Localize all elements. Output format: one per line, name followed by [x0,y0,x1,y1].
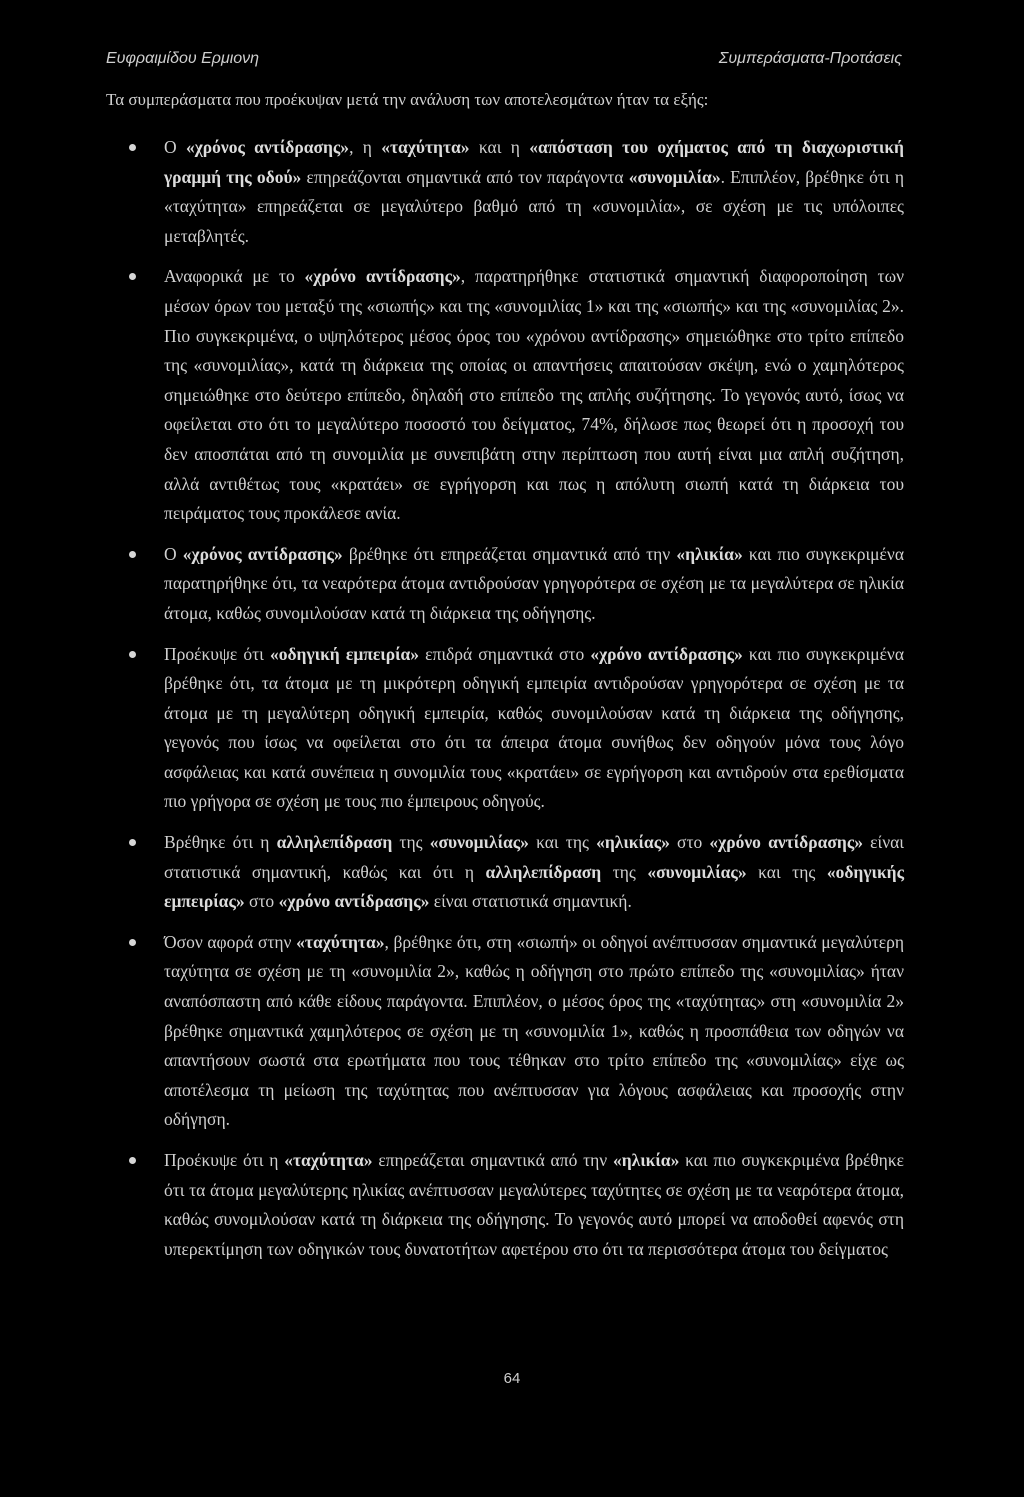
finding-text: της [392,832,430,853]
emphasis-term: «απόσταση του οχήματος από τη διαχωριστική γραμμή της οδού» [164,137,904,187]
emphasis-term: αλληλεπίδραση [485,861,602,882]
emphasis-term: «χρόνο αντίδρασης» [590,643,743,664]
finding-text: . Επιπλέον, βρέθηκε ότι η «ταχύτητα» επηρεάζεται σε μεγαλύτερο βαθμό από τη «συνομιλία», σε σχέση με τις υπόλοιπες μεταβλητές. [164,166,904,246]
finding-text: Όσον αφορά στην [164,931,297,952]
finding-text: και πιο συγκεκριμένα βρέθηκε ότι τα άτομα μεγαλύτερης ηλικίας ανέπτυσσαν μεγαλύτερες ταχύτητες σε σχέση με τα νεαρότερα άτομα, καθώς συνομιλούσαν κατά τη διάρκεια της οδήγησης. Το γεγονός αυτό μπορεί να αποδοθεί αφενός στη υπερεκτίμηση των οδηγικών τους δυνατοτήτων αφετέρου στο ότι τα περισσότερα άτομα του δείγματος [164,1150,904,1259]
finding-text: και η [469,137,530,157]
finding-text: , η [349,137,382,157]
finding-text: στο [244,891,279,912]
finding-text: στο [669,832,710,853]
bullet-icon [129,651,136,658]
finding-text: και της [528,832,597,853]
page-number: 64 [503,1370,521,1387]
finding-text: , παρατηρήθηκε στατιστικά σημαντική διαφοροποίηση των μέσων όρων του μεταξύ της «σιωπής» και της «συνομιλίας 1» και της «σιωπής» και της «συνομιλίας 2». Πιο συγκεκριμένα, ο υψηλότερος μέσος όρος του «χρόνου αντίδρασης» σημειώθηκε στο τρίτο επίπεδο της «συνομιλίας», κατά τη διάρκεια της οποίας οι απαντήσεις απαιτούσαν σκέψη, ενώ ο χαμηλότερος σημειώθηκε στο δεύτερο επίπεδο, δηλαδή στο επίπεδο της απλής συζήτησης. Το γεγονός αυτό, ίσως να οφείλεται στο ότι το μεγαλύτερο ποσοστό του δείγματος, 74%, δήλωσε πως θεωρεί ότι η προσοχή του δεν αποσπάται από τη συνομιλία με συνεπιβάτη στην περίπτωση που αυτή είναι μια απλή συζήτηση, αλλά αντιθέτως τους «κρατάει» σε εγρήγορση και πως η απόλυτη σιωπή κατά τη διάρκεια του πειράματος τους προκάλεσε ανία. [164,266,905,524]
bullet-icon [129,273,136,280]
emphasis-term: «ηλικίας» [596,832,670,853]
emphasis-term: «συνομιλία» [628,166,721,187]
finding-text: Βρέθηκε ότι η [164,832,277,853]
finding-text: Αναφορικά με το [164,266,305,287]
emphasis-term: «συνομιλίας» [647,861,747,882]
finding-item [0,133,1024,251]
finding-text: Ο [164,137,186,157]
finding-text: και πιο συγκεκριμένα παρατηρήθηκε ότι, τα νεαρότερα άτομα αντιδρούσαν γρηγορότερα σε σχέση με τα μεγαλύτερα σε ηλικία άτομα, καθώς συνομιλούσαν κατά τη διάρκεια της οδήγησης. [164,543,904,623]
finding-text: , βρέθηκε ότι, στη «σιωπή» οι οδηγοί ανέπτυσσαν σημαντικά μεγαλύτερη ταχύτητα σε σχέση με τη «συνομιλία 2», καθώς η οδήγηση στο πρώτο επίπεδο της «συνομιλίας» ήταν αναπόσπαστη από κάθε είδους παράγοντα. Επιπλέον, ο μέσος όρος της «ταχύτητας» στη «συνομιλία 2» βρέθηκε σημαντικά χαμηλότερος σε σχέση με τη «συνομιλία 1», καθώς η προσπάθεια των οδηγών να απαντήσουν σωστά στα ερωτήματα που τους τέθηκαν στο τρίτο επίπεδο της «συνομιλίας» είχε ως αποτέλεσμα τη μείωση της ταχύτητας που ανέπτυσσαν για λόγους ασφάλειας και προσοχής στην οδήγηση. [164,931,905,1130]
finding-item [0,928,1024,1135]
finding-text: επηρεάζεται σημαντικά από την [372,1150,613,1170]
emphasis-term: «ταχύτητα» [381,137,470,157]
finding-text: βρέθηκε ότι επηρεάζεται σημαντικά από την [342,543,677,564]
header-author: Ευφραιμίδου Ερμιονη [106,50,260,67]
bullet-icon [129,939,136,946]
bullet-icon [129,551,136,558]
emphasis-term: «οδηγική εμπειρία» [269,643,420,664]
header-chapter: Συμπεράσματα-Προτάσεις [718,50,902,67]
finding-item [0,640,1024,818]
bullet-icon [129,839,136,846]
emphasis-term: «ηλικία» [676,543,743,564]
finding-text: Ο [164,543,183,564]
emphasis-term: «χρόνο αντίδρασης» [278,891,430,912]
bullet-icon [129,144,136,151]
emphasis-term: «χρόνος αντίδρασης» [185,137,350,157]
finding-text: είναι στατιστικά σημαντική, καθώς και ότι η [164,832,904,882]
finding-item [0,1146,1024,1264]
finding-item [0,262,1024,528]
intro-paragraph: Τα συμπεράσματα που προέκυψαν μετά την ανάλυση των αποτελεσμάτων ήταν τα εξής: [106,90,709,109]
finding-text: επιδρά σημαντικά στο [419,643,591,664]
running-header [106,50,902,74]
finding-text: και της [746,861,827,882]
emphasis-term: «συνομιλίας» [429,832,529,853]
emphasis-term: «ταχύτητα» [284,1150,373,1170]
finding-item [0,540,1024,629]
finding-text: Προέκυψε ότι [164,643,270,664]
finding-text: είναι στατιστικά σημαντική. [429,891,632,912]
findings-list [0,133,1024,1275]
finding-text: επηρεάζονται σημαντικά από τον παράγοντα [301,166,629,187]
finding-text: και πιο συγκεκριμένα βρέθηκε ότι, τα άτομα με τη μικρότερη οδηγική εμπειρία αντιδρούσαν γρηγορότερα σε σχέση με τα άτομα με τη μεγαλύτερη οδηγική εμπειρία, καθώς συνομιλούσαν κατά τη διάρκεια της οδήγησης, γεγονός που ίσως να οφείλεται στο ότι τα άπειρα άτομα συνήθως δεν οδηγούν μόνα τους λόγο ασφάλειας και κατά συνέπεια η συνομιλία τους «κρατάει» σε εγρήγορση και αντιδρούν στα ερεθίσματα πιο γρήγορα σε σχέση με τους πιο έμπειρους οδηγούς. [164,643,905,812]
emphasis-term: «ηλικία» [612,1150,680,1170]
finding-text: της [601,861,648,882]
emphasis-term: «χρόνος αντίδρασης» [182,543,343,564]
emphasis-term: αλληλεπίδραση [276,832,393,853]
finding-item [0,828,1024,917]
bullet-icon [129,1157,136,1164]
emphasis-term: «χρόνο αντίδρασης» [304,266,461,287]
emphasis-term: «χρόνο αντίδρασης» [709,832,863,853]
emphasis-term: «ταχύτητα» [296,931,385,952]
finding-text: Προέκυψε ότι η [164,1150,285,1170]
emphasis-term: «οδηγικής εμπειρίας» [164,861,904,912]
